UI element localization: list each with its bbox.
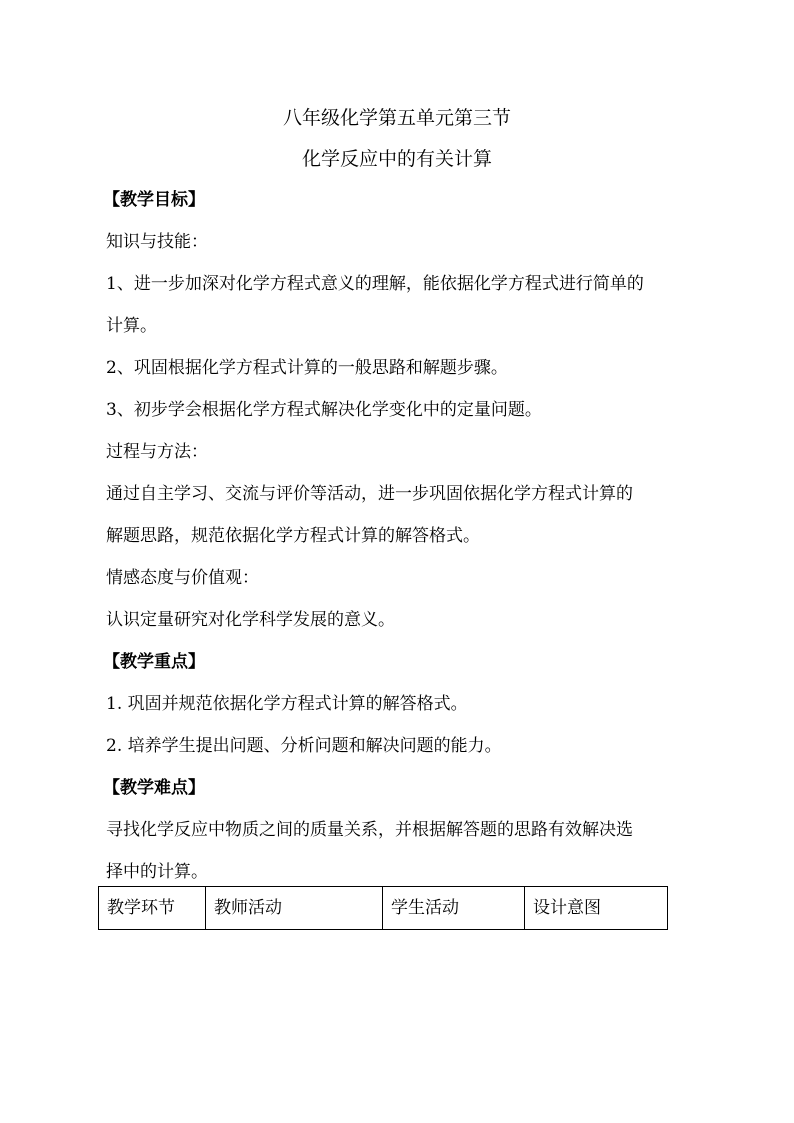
knowledge-heading: 知识与技能：: [106, 232, 208, 252]
emotion-heading: 情感态度与价值观：: [106, 568, 259, 588]
table-header-cell: 设计意图: [525, 887, 668, 930]
knowledge-item-1: 1、进一步加深对化学方程式意义的理解，能依据化学方程式进行简单的: [106, 274, 644, 294]
document-title-line-2: 化学反应中的有关计算: [301, 148, 492, 170]
table-header-cell: 学生活动: [383, 887, 525, 930]
difficulties-heading: 【教学难点】: [103, 778, 205, 798]
process-heading: 过程与方法：: [106, 442, 208, 462]
process-line-2: 解题思路，规范依据化学方程式计算的解答格式。: [106, 526, 480, 546]
process-line-1: 通过自主学习、交流与评价等活动，进一步巩固依据化学方程式计算的: [106, 484, 633, 504]
table-header-row: [99, 887, 668, 930]
difficulties-line-2: 择中的计算。: [106, 862, 208, 882]
emotion-line-1: 认识定量研究对化学科学发展的意义。: [106, 610, 395, 630]
key-points-heading: 【教学重点】: [103, 652, 205, 672]
knowledge-item-3: 3、初步学会根据化学方程式解决化学变化中的定量问题。: [106, 400, 542, 420]
knowledge-item-2: 2、巩固根据化学方程式计算的一般思路和解题步骤。: [106, 358, 508, 378]
table-header-cell: 教学环节: [99, 887, 206, 930]
document-title-line-1: 八年级化学第五单元第三节: [282, 107, 511, 129]
objectives-heading: 【教学目标】: [103, 190, 205, 210]
knowledge-item-1-continued: 计算。: [106, 316, 157, 336]
table-header-cell: 教师活动: [206, 887, 383, 930]
teaching-design-table: [98, 886, 668, 930]
difficulties-line-1: 寻找化学反应中物质之间的质量关系，并根据解答题的思路有效解决选: [106, 820, 633, 840]
key-point-item-1: 1. 巩固并规范依据化学方程式计算的解答格式。: [106, 694, 468, 714]
key-point-item-2: 2. 培养学生提出问题、分析问题和解决问题的能力。: [106, 736, 502, 756]
